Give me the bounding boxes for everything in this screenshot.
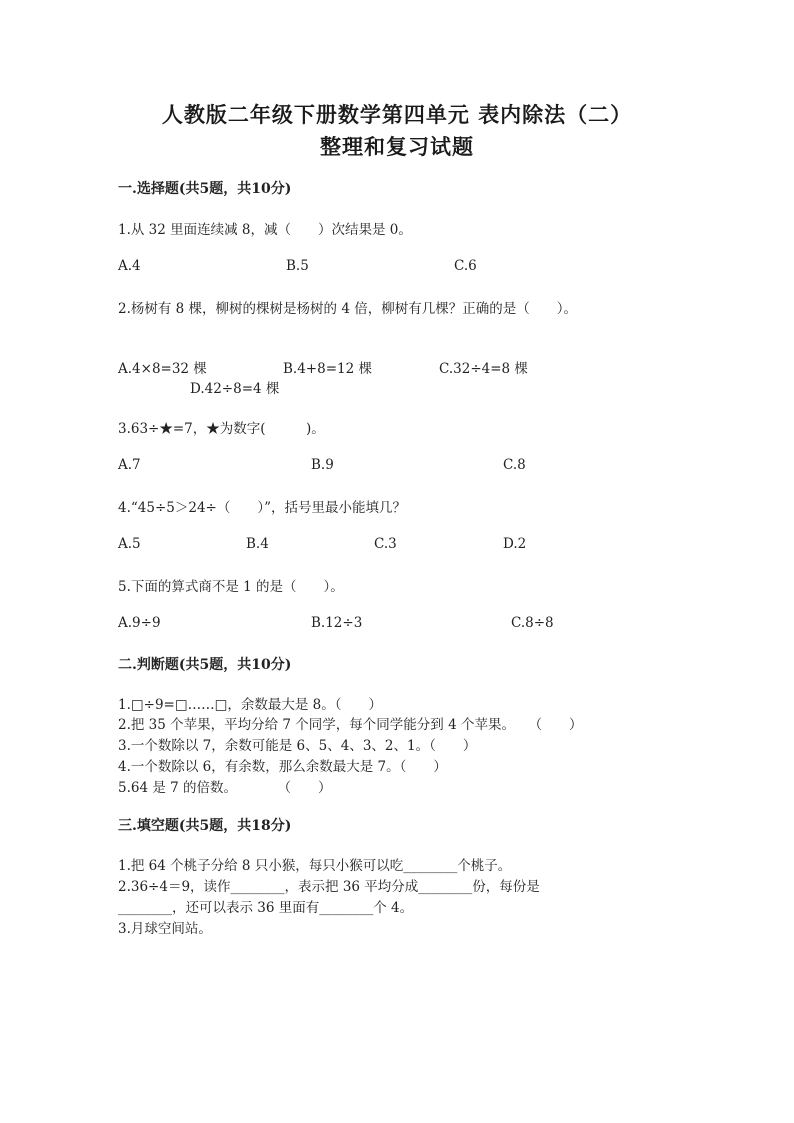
q3-option-c: C.8: [503, 457, 526, 473]
section-heading-fill: 三.填空题(共5题，共18分): [118, 818, 292, 834]
fill-item-3: 3.月球空间站。: [118, 921, 212, 937]
q2-option-d: D.42÷8=4 棵: [190, 381, 280, 397]
question-3: 3.63÷★=7，★为数字( )。: [118, 421, 325, 437]
q1-option-a: A.4: [118, 258, 141, 274]
q4-option-b: B.4: [246, 536, 269, 552]
judge-item-3: 3.一个数除以 7，余数可能是 6、5、4、3、2、1。（ ）: [118, 738, 477, 754]
fill-item-2: 2.36÷4＝9，读作________，表示把 36 平均分成________份，每份是: [118, 879, 540, 895]
question-1: 1.从 32 里面连续减 8，减（ ）次结果是 0。: [118, 222, 412, 238]
q1-option-b: B.5: [286, 258, 309, 274]
q4-option-d: D.2: [503, 536, 527, 552]
q3-option-a: A.7: [118, 457, 141, 473]
q2-option-c: C.32÷4=8 棵: [439, 361, 528, 377]
q4-option-c: C.3: [374, 536, 397, 552]
q3-option-b: B.9: [311, 457, 334, 473]
q2-option-b: B.4+8=12 棵: [283, 361, 372, 377]
q5-option-b: B.12÷3: [311, 615, 363, 631]
judge-item-5: 5.64 是 7 的倍数。 （ ）: [118, 780, 332, 796]
fill-item-1: 1.把 64 个桃子分给 8 只小猴，每只小猴可以吃________个桃子。: [118, 858, 512, 874]
q2-option-a: A.4×8=32 棵: [118, 361, 207, 377]
question-5: 5.下面的算式商不是 1 的是（ ）。: [118, 579, 344, 595]
q5-option-c: C.8÷8: [511, 615, 554, 631]
judge-item-4: 4.一个数除以 6，有余数，那么余数最大是 7。（ ）: [118, 759, 447, 775]
q1-option-c: C.6: [454, 258, 477, 274]
worksheet-title: 人教版二年级下册数学第四单元 表内除法（二）: [161, 102, 633, 127]
fill-item-2-continued: ________，还可以表示 36 里面有________个 4。: [118, 900, 414, 916]
q4-option-a: A.5: [118, 536, 141, 552]
judge-item-1: 1.□÷9=□……□，余数最大是 8。（ ）: [118, 697, 382, 713]
section-heading-judge: 二.判断题(共5题，共10分): [118, 657, 292, 673]
worksheet-subtitle: 整理和复习试题: [320, 134, 474, 159]
section-heading-choice: 一.选择题(共5题，共10分): [118, 181, 292, 197]
question-2: 2.杨树有 8 棵，柳树的棵树是杨树的 4 倍，柳树有几棵？正确的是（ ）。: [118, 301, 577, 317]
q5-option-a: A.9÷9: [118, 615, 161, 631]
judge-item-2: 2.把 35 个苹果，平均分给 7 个同学，每个同学能分到 4 个苹果。 （ ）: [118, 717, 583, 733]
question-4: 4.“45÷5＞24÷（ ）”，括号里最小能填几？: [118, 500, 407, 516]
